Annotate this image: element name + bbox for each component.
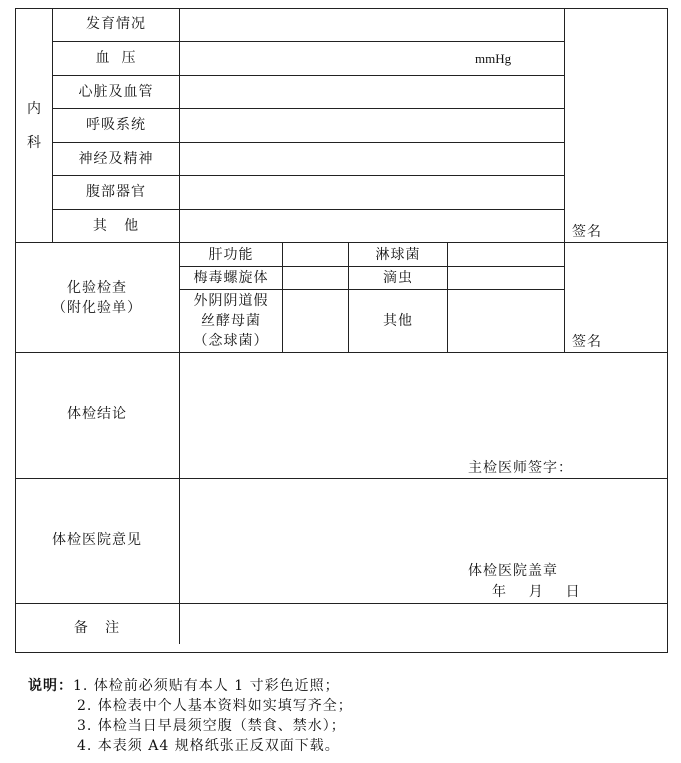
divider [15,478,668,479]
divider [52,108,565,109]
row-label-neuro: 神经及精神 [78,151,154,167]
lab-item-other: 其他 [383,313,413,329]
lab-section-label-1: 化验检查 [67,280,127,296]
doctor-signature-label: 主检医师签字： [468,460,573,476]
instruction-item: 2. 体检表中个人基本资料如实填写齐全； [77,698,353,714]
internal-signature-label: 签名 [572,224,602,240]
row-label-heart: 心脏及血管 [78,84,154,100]
border-top [15,8,668,9]
row-label-abdomen: 腹部器官 [86,184,146,200]
divider [52,41,565,42]
instruction-item: 4. 本表须 A4 规格纸张正反双面下载。 [77,738,340,754]
bp-unit: mmHg [475,51,512,66]
border-bottom [15,652,668,653]
hospital-stamp-label: 体检医院盖章 [468,563,558,579]
lab-item-syphilis: 梅毒螺旋体 [193,270,269,286]
divider [564,8,565,352]
lab-item-yeast-1: 外阴阴道假 [193,293,269,309]
divider [52,175,565,176]
row-label-respiratory: 呼吸系统 [86,117,146,133]
divider [179,266,565,267]
lab-section-label-2: （附化验单） [52,300,142,316]
instructions [28,676,353,756]
divider [15,242,668,243]
divider [15,603,668,604]
lab-item-yeast-3: （念球菌） [193,333,269,349]
border-left [15,8,16,653]
row-label-blood-pressure: 血 压 [95,50,137,66]
hospital-opinion-label: 体检医院意见 [52,532,142,548]
instruction-item: 3. 体检当日早晨须空腹（禁食、禁水）； [77,718,346,734]
internal-section-label: 内科 [27,101,41,151]
lab-item-trichomonas: 滴虫 [383,270,413,286]
divider [447,242,448,352]
remarks-label: 备 注 [73,620,121,636]
medical-exam-form [15,8,668,653]
divider [282,242,283,352]
border-right [667,8,668,653]
lab-item-gonorrhea: 淋球菌 [375,247,421,263]
date-label: 年 月 日 [492,584,581,600]
lab-item-liver: 肝功能 [208,247,254,263]
row-label-development: 发育情况 [86,16,146,32]
divider [52,75,565,76]
lab-item-yeast-2: 丝酵母菌 [201,313,261,329]
lab-signature-label: 签名 [572,334,602,350]
row-label-other: 其 他 [92,218,140,234]
instruction-item: 1. 体检前必须贴有本人 1 寸彩色近照； [73,678,340,694]
divider [52,209,565,210]
divider [15,352,668,353]
divider [52,142,565,143]
conclusion-label: 体检结论 [67,406,127,422]
divider [179,289,565,290]
instructions-label: 说明： [28,678,73,694]
